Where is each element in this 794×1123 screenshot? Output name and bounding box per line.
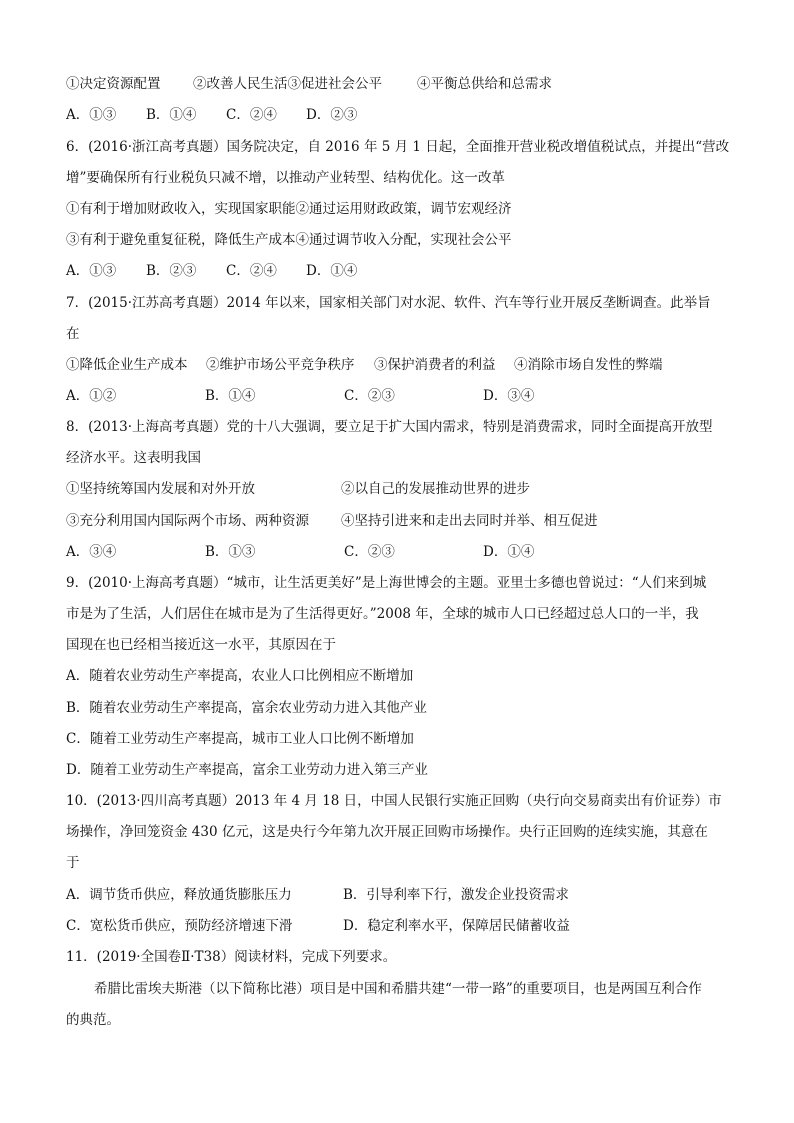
q5-option-a: A．①③ — [66, 107, 117, 123]
q5-option-b: B．①④ — [146, 107, 197, 123]
q6-options — [66, 261, 357, 281]
q6-option-a: A．①③ — [66, 263, 117, 279]
q8-statement-2: ②以自己的发展推动世界的进步 — [341, 481, 530, 497]
q8-stem-line-2: 经济水平。这表明我国 — [66, 450, 201, 466]
q8-statement-1: ①坚持统筹国内发展和对外开放 — [66, 481, 255, 497]
q11-material-line-2: 的典范。 — [66, 1012, 120, 1028]
q7-statement-1: ①降低企业生产成本 — [66, 357, 188, 373]
q10-stem-line-1: 10．(2013·四川高考真题）2013 年 4 月 18 日，中国人民银行实施正回购（央行向交易商卖出有价证券）市 — [66, 793, 722, 809]
q6-option-b: B．②③ — [146, 263, 197, 279]
q10-options-row-2 — [66, 916, 570, 936]
q6-option-c: C．②④ — [226, 263, 277, 279]
q8-stem-line-1: 8．(2013·上海高考真题）党的十八大强调，要立足于扩大国内需求，特别是消费需求，同时全面提高开放型 — [66, 419, 713, 435]
q8-option-b: B．①③ — [205, 544, 256, 560]
q10-option-d: D．稳定利率水平，保障居民储蓄收益 — [343, 918, 570, 934]
q11-material-line-1: 希腊比雷埃夫斯港（以下简称比港）项目是中国和希腊共建“一带一路”的重要项目，也是两国互利合作 — [94, 981, 702, 997]
q8-options — [66, 542, 534, 562]
q5-option-c: C．②④ — [226, 107, 277, 123]
q10-option-a: A．调节货币供应，释放通货膨胀压力 — [66, 887, 292, 903]
q8-statement-3: ③充分利用国内国际两个市场、两种资源 — [66, 513, 309, 529]
q10-stem-line-2: 场操作，净回笼资金 430 亿元，这是央行今年第九次开展正回购市场操作。央行正回购的连续实施，其意在 — [66, 824, 708, 840]
q9-stem-line-1: 9．(2010·上海高考真题）“城市，让生活更美好”是上海世博会的主题。亚里士多德也曾说过：“人们来到城 — [66, 575, 707, 591]
q10-option-b: B．引导利率下行，激发企业投资需求 — [343, 887, 569, 903]
q5-statement-3: ④平衡总供给和总需求 — [417, 76, 552, 92]
q8-option-d: D．①④ — [483, 544, 535, 560]
q8-statements-row-2 — [66, 511, 598, 531]
q9-option-d: D．随着工业劳动生产率提高，富余工业劳动力进入第三产业 — [66, 762, 428, 778]
q9-option-a: A．随着农业劳动生产率提高，农业人口比例相应不断增加 — [66, 668, 414, 684]
q11-stem: 11．(2019·全国卷Ⅱ·T38）阅读材料，完成下列要求。 — [66, 949, 397, 965]
q7-statements — [66, 355, 663, 375]
q9-option-b: B．随着农业劳动生产率提高，富余农业劳动力进入其他产业 — [66, 700, 427, 716]
q5-options — [66, 105, 357, 125]
q10-options-row-1 — [66, 885, 569, 905]
q8-statement-4: ④坚持引进来和走出去同时并举、相互促进 — [341, 513, 598, 529]
q7-statement-3: ③保护消费者的利益 — [374, 357, 496, 373]
q7-statement-4: ④消除市场自发性的弊端 — [514, 357, 663, 373]
q8-statements-row-1 — [66, 479, 530, 499]
q7-option-c: C．②③ — [344, 388, 395, 404]
q7-option-a: A．①② — [66, 388, 117, 404]
q5-statement-2: ②改善人民生活③促进社会公平 — [193, 76, 382, 92]
q7-option-b: B．①④ — [205, 388, 256, 404]
q5-statement-1: ①决定资源配置 — [66, 76, 161, 92]
q7-options — [66, 386, 534, 406]
q9-option-c: C．随着工业劳动生产率提高，城市工业人口比例不断增加 — [66, 731, 414, 747]
q8-option-a: A．③④ — [66, 544, 117, 560]
q9-stem-line-2: 市是为了生活，人们居住在城市是为了生活得更好。”2008 年，全球的城市人口已经超过总人口的一半，我 — [66, 606, 699, 622]
q7-statement-2: ②维护市场公平竞争秩序 — [206, 357, 355, 373]
q9-stem-line-3: 国现在也已经相当接近这一水平，其原因在于 — [66, 637, 336, 653]
q6-statements-line-2: ③有利于避免重复征税，降低生产成本④通过调节收入分配，实现社会公平 — [66, 232, 512, 248]
q5-statements — [66, 74, 552, 94]
q6-statements-line-1: ①有利于增加财政收入，实现国家职能②通过运用财政政策，调节宏观经济 — [66, 201, 512, 217]
q6-option-d: D．①④ — [306, 263, 358, 279]
q7-option-d: D．③④ — [483, 388, 535, 404]
q10-option-c: C．宽松货币供应，预防经济增速下滑 — [66, 918, 293, 934]
q10-stem-line-3: 于 — [66, 855, 80, 871]
q6-stem-line-1: 6．(2016·浙江高考真题）国务院决定，自 2016 年 5 月 1 日起，全面推开营业税改增值税试点，并提出“营改 — [66, 139, 730, 155]
q7-stem-line-1: 7．(2015·江苏高考真题）2014 年以来，国家相关部门对水泥、软件、汽车等行业开展反垄断调查。此举旨 — [66, 295, 711, 311]
q5-option-d: D．②③ — [306, 107, 358, 123]
q8-option-c: C．②③ — [344, 544, 395, 560]
q7-stem-line-2: 在 — [66, 326, 80, 342]
q6-stem-line-2: 增”要确保所有行业税负只减不增，以推动产业转型、结构优化。这一改革 — [66, 170, 505, 186]
